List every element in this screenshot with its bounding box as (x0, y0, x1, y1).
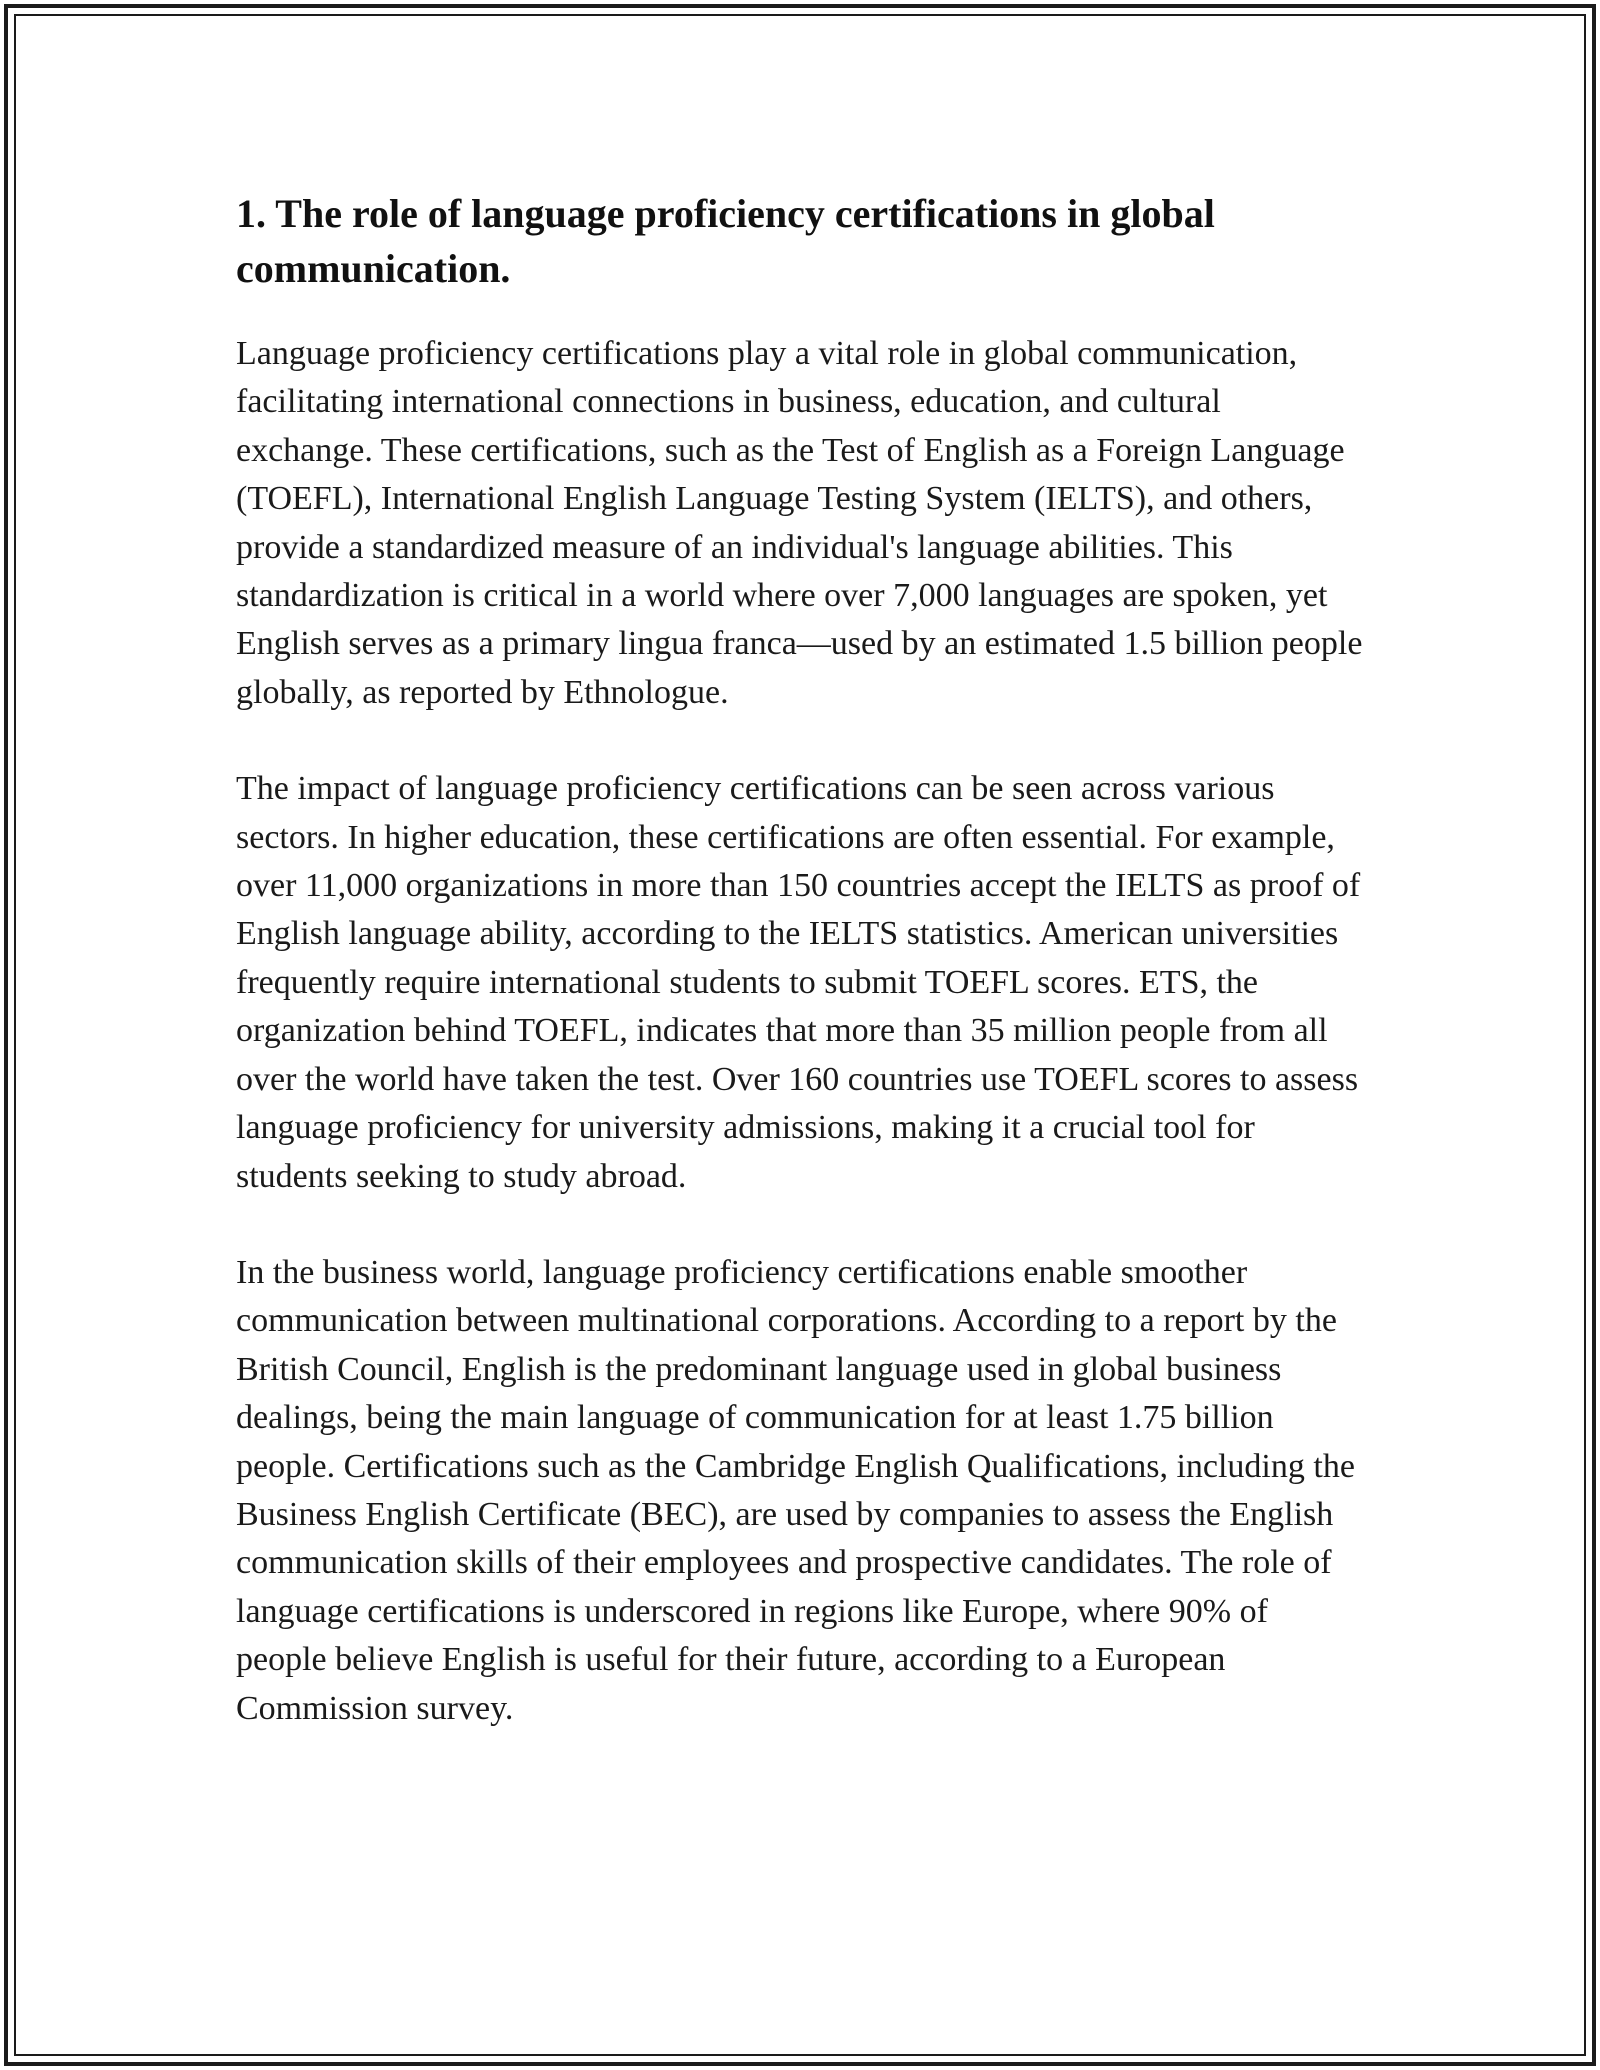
document-body (236, 186, 1366, 1781)
section-heading: 1. The role of language proficiency certifications in global communication. (236, 191, 1215, 291)
paragraph-intro: Language proficiency certifications play a vital role in global communication, facilitating international connections in business, education, and cultural exchange. These certifications, such as the Test of English as a Foreign Language (TOEFL), International English Language Testing System (IELTS), and others, provide a standardized measure of an individual's language abilities. This standardization is critical in a world where over 7,000 languages are spoken, yet English serves as a primary lingua franca—used by an estimated 1.5 billion people globally, as reported by Ethnologue. (236, 335, 1363, 711)
paragraph-business: In the business world, language proficiency certifications enable smoother communication between multinational corporations. According to a report by the British Council, English is the predominant language used in global business dealings, being the main language of communication for at least 1.75 billion people. Certifications such as the Cambridge English Qualifications, including the Business English Certificate (BEC), are used by companies to assess the English communication skills of their employees and prospective candidates. The role of language certifications is underscored in regions like Europe, where 90% of people believe English is useful for their future, according to a European Commission survey. (236, 1253, 1355, 1727)
paragraph-education: The impact of language proficiency certifications can be seen across various sectors. In higher education, these certifications are often essential. For example, over 11,000 organizations in more than 150 countries accept the IELTS as proof of English language ability, according to the IELTS statistics. American universities frequently require international students to submit TOEFL scores. ETS, the organization behind TOEFL, indicates that more than 35 million people from all over the world have taken the test. Over 160 countries use TOEFL scores to assess language proficiency for university admissions, making it a crucial tool for students seeking to study abroad. (236, 770, 1361, 1195)
